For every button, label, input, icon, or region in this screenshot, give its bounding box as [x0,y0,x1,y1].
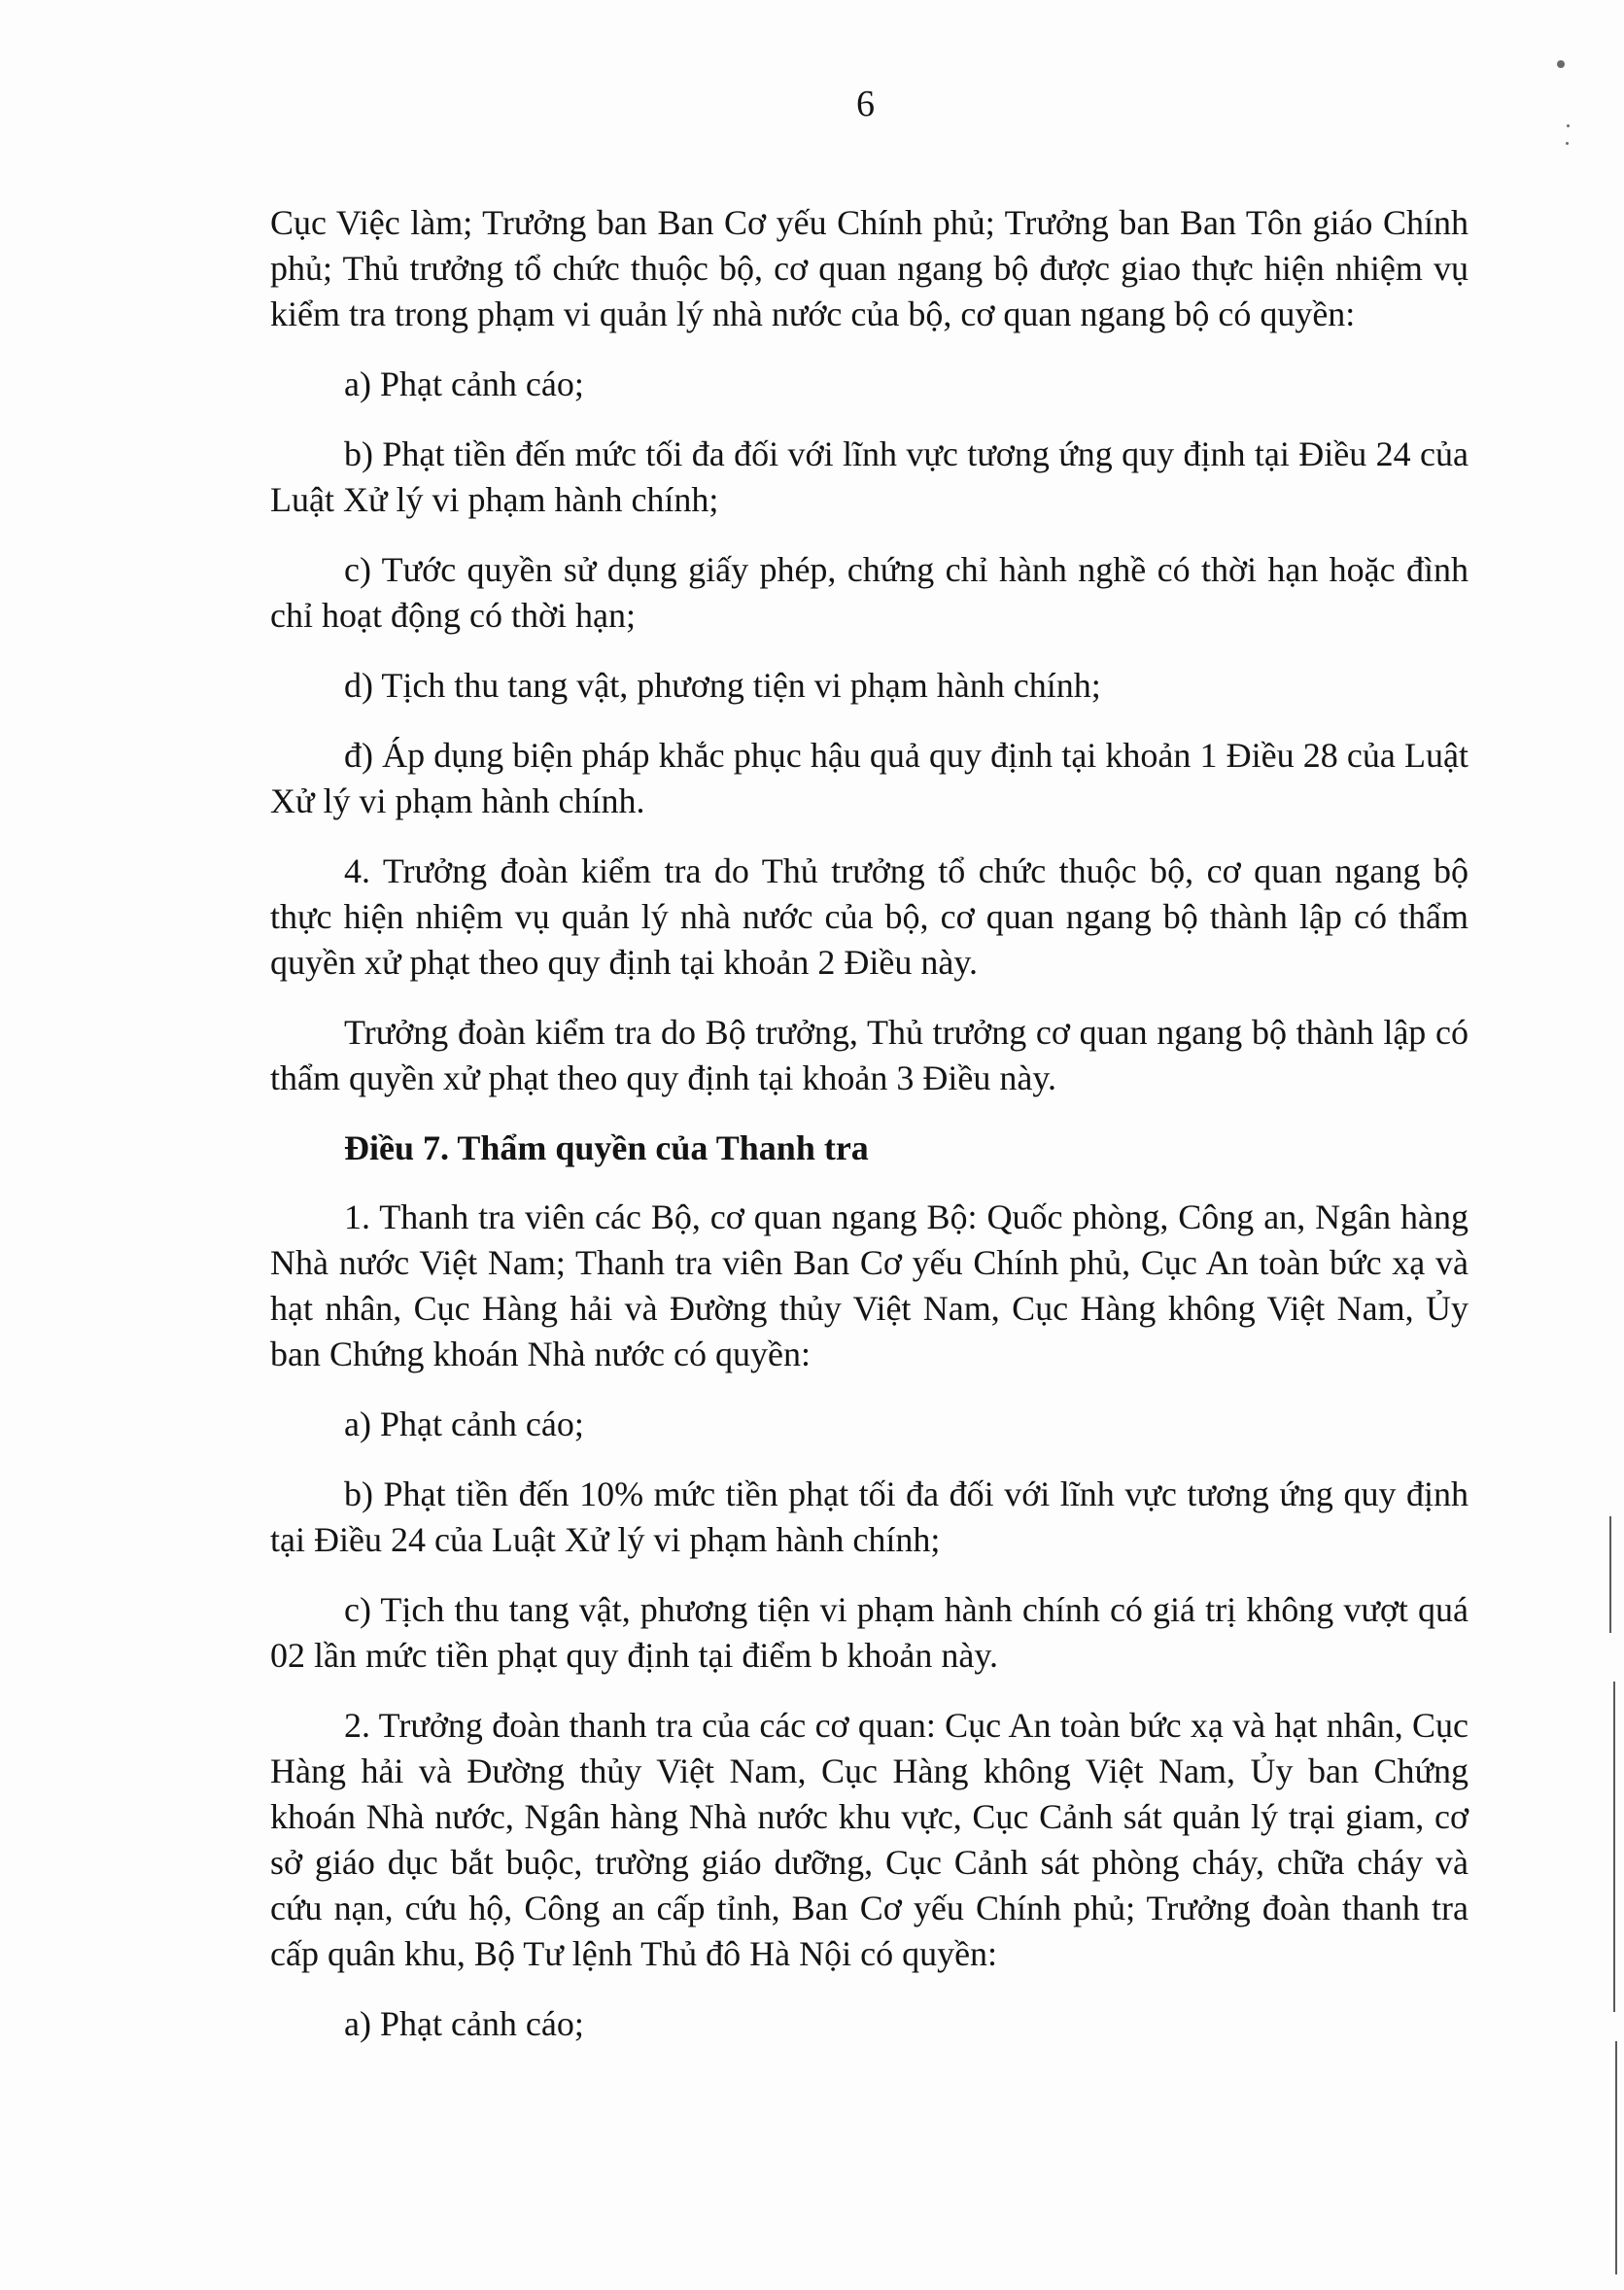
clause-paragraph: 4. Trưởng đoàn kiểm tra do Thủ trưởng tổ chức thuộc bộ, cơ quan ngang bộ thực hiện nhiệm vụ quản lý nhà nước của bộ, cơ quan ngang bộ thành lập có thẩm quyền xử phạt theo quy định tại khoản 2 Điều này. [270,851,1469,982]
paragraph-continuation: Cục Việc làm; Trưởng ban Ban Cơ yếu Chính phủ; Trưởng ban Ban Tôn giáo Chính phủ; Thủ trưởng tổ chức thuộc bộ, cơ quan ngang bộ được giao thực hiện nhiệm vụ kiểm tra trong phạm vi quản lý nhà nước của bộ, cơ quan ngang bộ có quyền: [270,203,1469,333]
list-item: b) Phạt tiền đến 10% mức tiền phạt tối đa đối với lĩnh vực tương ứng quy định tại Điều 24 của Luật Xử lý vi phạm hành chính; [270,1475,1469,1559]
scan-edge-line [1609,1516,1611,1633]
list-item: d) Tịch thu tang vật, phương tiện vi phạm hành chính; [344,666,1101,705]
list-item: b) Phạt tiền đến mức tối đa đối với lĩnh vực tương ứng quy định tại Điều 24 của Luật Xử lý vi phạm hành chính; [270,434,1469,519]
list-item: c) Tước quyền sử dụng giấy phép, chứng chỉ hành nghề có thời hạn hoặc đình chỉ hoạt động có thời hạn; [270,550,1469,635]
document-body [270,200,1469,2071]
article-heading: Điều 7. Thẩm quyền của Thanh tra [344,1128,869,1167]
clause-paragraph: 2. Trưởng đoàn thanh tra của các cơ quan: Cục An toàn bức xạ và hạt nhân, Cục Hàng hải và Đường thủy Việt Nam, Cục Hàng không Việt Nam, Ủy ban Chứng khoán Nhà nước, Ngân hàng Nhà nước khu vực, Cục Cảnh sát quản lý trại giam, cơ sở giáo dục bắt buộc, trường giáo dưỡng, Cục Cảnh sát phòng cháy, chữa cháy và cứu nạn, cứu hộ, Công an cấp tỉnh, Ban Cơ yếu Chính phủ; Trưởng đoàn thanh tra cấp quân khu, Bộ Tư lệnh Thủ đô Hà Nội có quyền: [270,1706,1469,1973]
page-number: 6 [856,84,875,124]
scan-edge-line [1615,2041,1617,2274]
scan-speck [1567,124,1570,127]
clause-paragraph: Trưởng đoàn kiểm tra do Bộ trưởng, Thủ trưởng cơ quan ngang bộ thành lập có thẩm quyền xử phạt theo quy định tại khoản 3 Điều này. [270,1013,1469,1097]
list-item: a) Phạt cảnh cáo; [344,1405,584,1443]
scan-speck [1566,142,1569,145]
list-item: c) Tịch thu tang vật, phương tiện vi phạm hành chính có giá trị không vượt quá 02 lần mức tiền phạt quy định tại điểm b khoản này. [270,1590,1469,1675]
list-item: đ) Áp dụng biện pháp khắc phục hậu quả quy định tại khoản 1 Điều 28 của Luật Xử lý vi phạm hành chính. [270,736,1469,820]
scan-edge-line [1613,1682,1615,2012]
list-item: a) Phạt cảnh cáo; [344,364,584,403]
list-item: a) Phạt cảnh cáo; [344,2004,584,2043]
clause-paragraph: 1. Thanh tra viên các Bộ, cơ quan ngang Bộ: Quốc phòng, Công an, Ngân hàng Nhà nước Việt Nam; Thanh tra viên Ban Cơ yếu Chính phủ, Cục An toàn bức xạ và hạt nhân, Cục Hàng hải và Đường thủy Việt Nam, Cục Hàng không Việt Nam, Ủy ban Chứng khoán Nhà nước có quyền: [270,1197,1469,1373]
scan-speck [1557,60,1565,68]
